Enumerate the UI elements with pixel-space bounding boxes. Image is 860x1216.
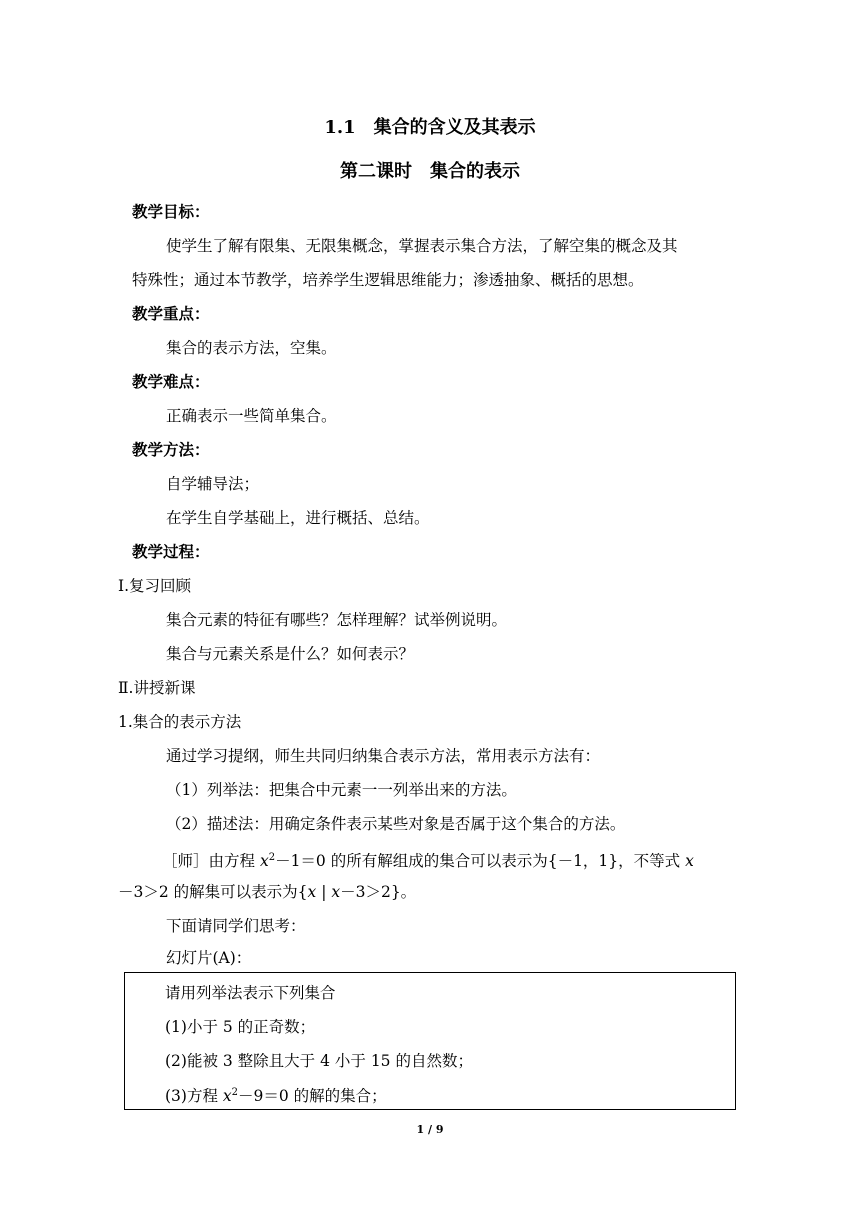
section-review-heading: Ⅰ.复习回顾 [118,577,192,595]
review-question-1: 集合元素的特征有哪些？怎样理解？试举例说明。 [166,611,508,629]
think-prompt: 下面请同学们思考： [166,917,306,935]
exercise-item-3 [165,1083,387,1106]
slide-label: 幻灯片(A)： [166,949,252,967]
exercise-item-3-end: －9＝0 的解的集合； [238,1087,387,1106]
key-points-text: 集合的表示方法，空集。 [166,339,337,357]
variable-x: x [222,1087,232,1106]
exercise-item-3-start: (3)方程 [165,1087,223,1106]
review-question-2: 集合与元素关系是什么？如何表示？ [166,645,415,663]
teacher-example-line-1 [162,848,694,871]
difficulty-heading: 教学难点： [132,372,210,391]
exercise-item-2: (2)能被 3 整除且大于 4 小于 15 的自然数； [165,1052,473,1070]
objectives-text-line-1: 使学生了解有限集、无限集概念，掌握表示集合方法，了解空集的概念及其 [166,237,678,255]
teacher-example-line2-end: －3＞2}。 [340,883,417,901]
method-heading: 教学方法： [132,440,210,459]
teacher-example-mid: －1＝0 的所有解组成的集合可以表示为{－1，1}，不等式 [275,852,686,871]
teacher-example-line2-start: －3＞2 的解集可以表示为{ [118,883,308,901]
superscript-2: 2 [268,852,276,863]
process-heading: 教学过程： [132,542,210,561]
page-title: 1.1 集合的含义及其表示 [324,117,536,138]
objectives-heading: 教学目标： [132,202,210,221]
teacher-example-prefix: ［师］由方程 [162,852,260,871]
intro-paragraph: 通过学习提纲，师生共同归纳集合表示方法，常用表示方法有： [166,747,601,765]
teacher-example-separator: | [316,883,332,901]
exercise-box [124,972,736,1110]
method-item-1: 自学辅导法； [166,475,260,493]
superscript-2: 2 [231,1087,239,1098]
difficulty-text: 正确表示一些简单集合。 [166,407,337,425]
description-method-item: （2）描述法：用确定条件表示某些对象是否属于这个集合的方法。 [166,815,626,833]
variable-x: x [331,883,341,901]
method-item-2: 在学生自学基础上，进行概括、总结。 [166,509,430,527]
page-subtitle: 第二课时 集合的表示 [340,161,520,182]
page-number: 1 / 9 [416,1123,444,1136]
enumeration-method-item: （1）列举法：把集合中元素一一列举出来的方法。 [166,781,517,799]
objectives-text-line-2: 特殊性；通过本节教学，培养学生逻辑思维能力；渗透抽象、概括的思想。 [132,271,644,289]
exercise-item-1: (1)小于 5 的正奇数； [165,1018,316,1036]
variable-x: x [685,852,694,871]
subsection-representation-heading: 1.集合的表示方法 [118,713,242,731]
teacher-example-line-2 [118,882,416,902]
variable-x: x [259,852,269,871]
exercise-instruction: 请用列举法表示下列集合 [165,984,336,1002]
section-new-lesson-heading: Ⅱ.讲授新课 [118,679,196,697]
variable-x: x [307,883,317,901]
key-points-heading: 教学重点： [132,304,210,323]
